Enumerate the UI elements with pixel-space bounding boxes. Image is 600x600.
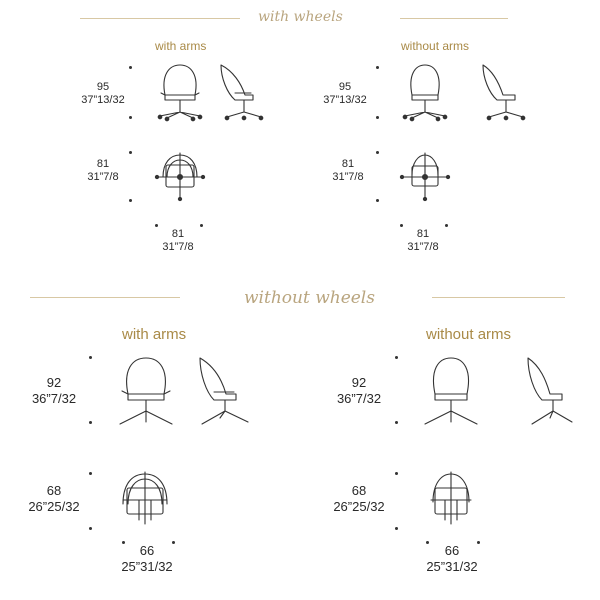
dimension-marker bbox=[129, 151, 132, 154]
height-cm-label: 92 bbox=[46, 375, 62, 390]
width-in-label: 25”31/32 bbox=[426, 559, 478, 574]
chair-top-view-wheels-arms bbox=[155, 151, 205, 201]
dimension-marker bbox=[89, 356, 92, 359]
depth-cm-label: 81 bbox=[96, 158, 110, 170]
width-cm-label: 81 bbox=[171, 228, 185, 240]
width-cm-label: 81 bbox=[416, 228, 430, 240]
chair-top-view-no-wheels-arms bbox=[117, 470, 173, 526]
depth-cm-label: 68 bbox=[351, 483, 367, 498]
dimension-marker bbox=[400, 224, 403, 227]
chair-top-view-wheels-no-arms bbox=[400, 151, 450, 201]
group-title-no-wheels-without-arms: without arms bbox=[426, 326, 512, 343]
depth-cm-label: 81 bbox=[341, 158, 355, 170]
depth-in-label: 26”25/32 bbox=[333, 499, 385, 514]
dimension-marker bbox=[89, 472, 92, 475]
depth-in-label: 31”7/8 bbox=[87, 171, 119, 183]
dimension-marker bbox=[200, 224, 203, 227]
dimension-marker bbox=[155, 224, 158, 227]
chair-front-view-wheels-no-arms bbox=[400, 63, 450, 123]
chair-side-view-no-wheels-no-arms bbox=[520, 356, 580, 428]
section-divider-right bbox=[400, 18, 508, 19]
width-cm-label: 66 bbox=[139, 543, 155, 558]
dimension-marker bbox=[129, 66, 132, 69]
chair-side-view-wheels-arms bbox=[213, 63, 263, 123]
dimension-marker bbox=[376, 66, 379, 69]
section-title-without-wheels: without wheels bbox=[244, 288, 375, 308]
dimension-marker bbox=[129, 199, 132, 202]
group-title-no-wheels-with-arms: with arms bbox=[122, 326, 187, 343]
chair-front-view-no-wheels-arms bbox=[116, 356, 176, 428]
width-in-label: 31”7/8 bbox=[162, 241, 194, 253]
dimension-marker bbox=[445, 224, 448, 227]
dimension-marker bbox=[395, 472, 398, 475]
group-title-wheels-with-arms: with arms bbox=[155, 39, 207, 53]
width-cm-label: 66 bbox=[444, 543, 460, 558]
section-divider-right bbox=[432, 297, 565, 298]
height-cm-label: 95 bbox=[96, 81, 110, 93]
dimension-marker bbox=[376, 151, 379, 154]
dimension-marker bbox=[395, 527, 398, 530]
height-in-label: 36”7/32 bbox=[336, 391, 382, 406]
section-title-with-wheels: with wheels bbox=[258, 9, 343, 25]
depth-in-label: 26”25/32 bbox=[28, 499, 80, 514]
depth-in-label: 31”7/8 bbox=[332, 171, 364, 183]
width-in-label: 25”31/32 bbox=[121, 559, 173, 574]
chair-side-view-no-wheels-arms bbox=[190, 356, 250, 428]
dimension-marker bbox=[89, 421, 92, 424]
chair-top-view-no-wheels-no-arms bbox=[423, 470, 479, 526]
dimension-marker bbox=[89, 527, 92, 530]
height-cm-label: 92 bbox=[351, 375, 367, 390]
dimension-marker bbox=[376, 116, 379, 119]
section-divider-left bbox=[30, 297, 180, 298]
chair-front-view-wheels-arms bbox=[155, 63, 205, 123]
depth-cm-label: 68 bbox=[46, 483, 62, 498]
section-divider-left bbox=[80, 18, 240, 19]
chair-side-view-wheels-no-arms bbox=[475, 63, 525, 123]
dimension-marker bbox=[129, 116, 132, 119]
height-in-label: 36”7/32 bbox=[31, 391, 77, 406]
dimension-marker bbox=[395, 421, 398, 424]
height-in-label: 37”13/32 bbox=[81, 94, 125, 106]
height-cm-label: 95 bbox=[338, 81, 352, 93]
height-in-label: 37”13/32 bbox=[323, 94, 367, 106]
chair-front-view-no-wheels-no-arms bbox=[421, 356, 481, 428]
width-in-label: 31”7/8 bbox=[407, 241, 439, 253]
dimension-marker bbox=[395, 356, 398, 359]
dimension-marker bbox=[376, 199, 379, 202]
group-title-wheels-without-arms: without arms bbox=[401, 39, 470, 53]
